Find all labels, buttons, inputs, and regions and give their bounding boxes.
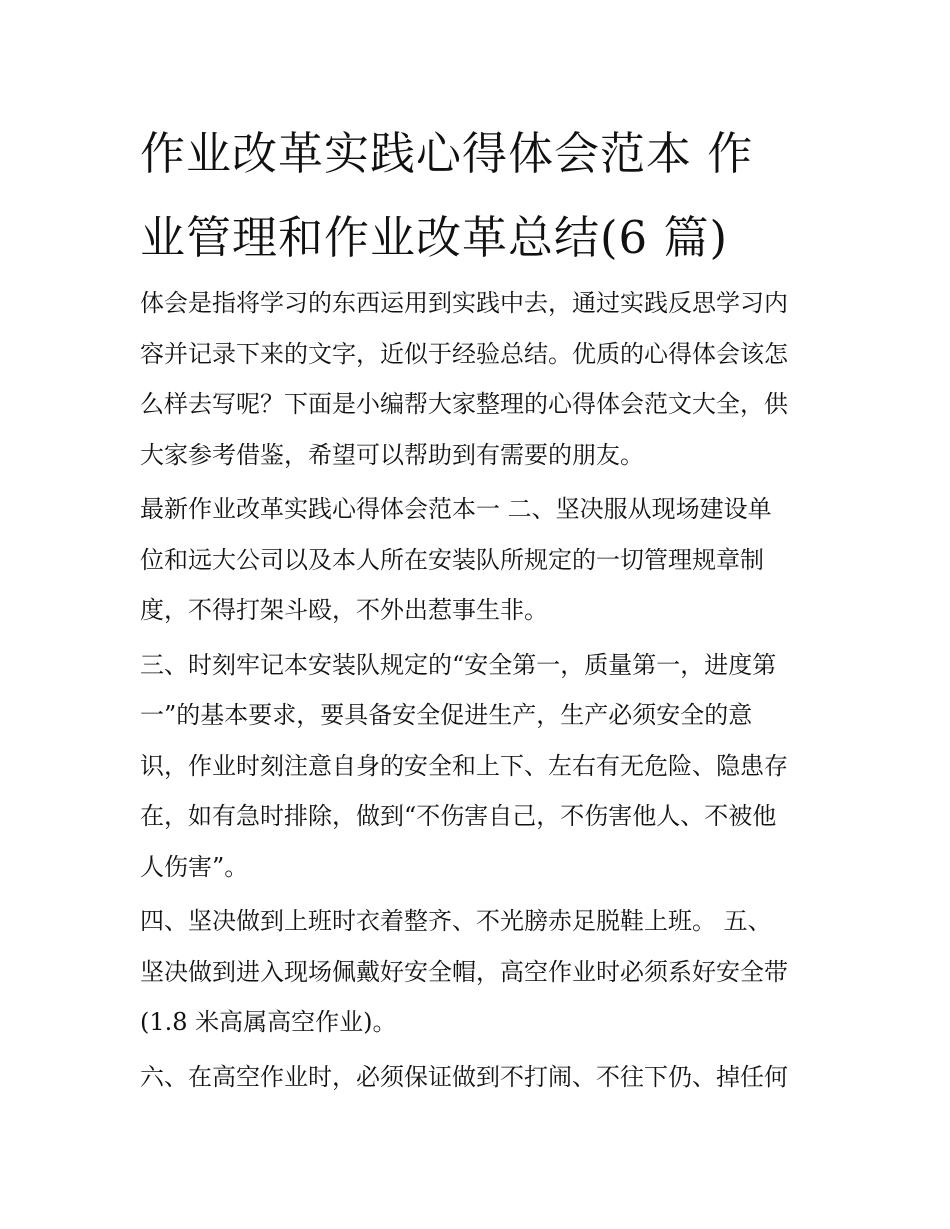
text-line: 容并记录下来的文字，近似于经验总结。优质的心得体会该怎 [140,339,788,368]
text-line: (1.8 米高属高空作业)。 [140,1008,397,1036]
text-line: 最新作业改革实践心得体会范本一 二、坚决服从现场建设单 [140,495,772,523]
text-line: 六、在高空作业时，必须保证做到不打闹、不往下仍、掉任何 [140,1062,788,1091]
title-line: 作业改革实践心得体会范本 作 [140,127,754,180]
text-line: 一”的基本要求，要具备安全促进生产，生产必须安全的意 [140,701,753,729]
text-line: 三、时刻牢记本安装队规定的“安全第一，质量第一，进度第 [140,650,777,679]
document-title [140,112,830,280]
intro-paragraph [140,278,830,480]
document-body [140,278,830,1106]
text-line: 体会是指将学习的东西运用到实践中去，通过实践反思学习内 [140,289,788,317]
text-line: 度，不得打架斗殴，不外出惹事生非。 [140,596,548,624]
text-line: 位和远大公司以及本人所在安装队所规定的一切管理规章制 [140,545,764,574]
text-line: 么样去写呢？下面是小编帮大家整理的心得体会范文大全，供 [140,390,788,418]
body-paragraph [140,484,830,636]
text-line: 识，作业时刻注意自身的安全和上下、左右有无危险、隐患存 [140,751,788,780]
text-line: 在，如有急时排除，做到“不伤害自己，不伤害他人、不被他 [140,802,777,830]
body-paragraph [140,640,830,893]
body-paragraph [140,896,830,1048]
text-line: 坚决做到进入现场佩戴好安全帽，高空作业时必须系好安全带 [140,957,788,986]
text-line: 人伤害”。 [140,852,249,881]
body-paragraph [140,1052,830,1103]
title-line: 业管理和作业改革总结(6 篇) [140,211,729,264]
text-line: 大家参考借鉴，希望可以帮助到有需要的朋友。 [140,440,644,469]
text-line: 四、坚决做到上班时衣着整齐、不光膀赤足脱鞋上班。 五、 [140,907,772,935]
